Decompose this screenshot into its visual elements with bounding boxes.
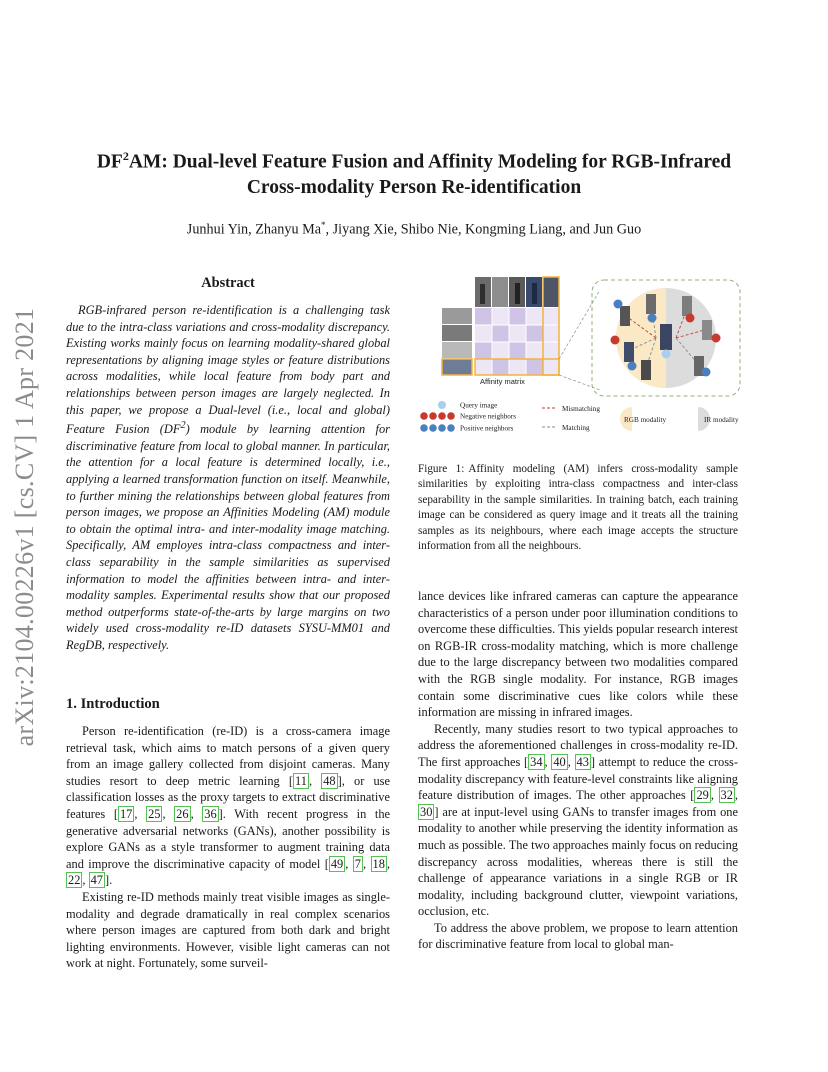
authors-pre: Junhui Yin, Zhanyu Ma: [186, 221, 322, 238]
legend-query: Query image: [460, 401, 498, 410]
author-list: [60, 220, 768, 239]
intro-paragraph-2: Existing re-ID methods mainly treat visible images as single-modality and degrade dramatically in real complex scenarios where person images are captured from both dark and bright lighting environments. However, visible light cameras can not work at night. Fortunately, some surveil-: [66, 889, 390, 971]
citation-link[interactable]: 47: [90, 873, 103, 888]
citation-link[interactable]: 17: [119, 806, 133, 821]
caption-label: Figure 1:: [418, 463, 465, 475]
left-image-column: [442, 308, 472, 375]
citation-link[interactable]: 40: [553, 754, 566, 769]
citation-link[interactable]: 36: [204, 806, 217, 821]
text-run: ]. With recent progress in the generative adversarial networks (GANs), another possibility is explore GANs as a style transformer to augment training data and improve the discriminative capacity of model [: [66, 806, 391, 871]
citation-link[interactable]: 32: [720, 788, 733, 803]
affinity-matrix-label: Affinity matrix: [480, 377, 525, 386]
text-run: ,: [734, 788, 739, 803]
abstract-body: [66, 302, 390, 654]
legend-negative: Negative neighbors: [460, 412, 517, 421]
citation-link[interactable]: 34: [530, 754, 543, 769]
text-run: ,: [308, 773, 322, 788]
text-run: ] are at input-level using GANs to transfer images from one modality to another while preserving the identity information as much as possible. The two approaches mainly focus on reducing discrepancy across modalities, whereas there is still the challenge of appearance variations in a single RGB or IR modality, including background clutter, viewpoint variations, occlusion, etc.: [418, 804, 738, 919]
abstract-text-2: ) module by learning attention for discriminative feature from local to global manner. In particular, the attention for a local feature is determined locally, i.e., applying a learned transformation function on itself. Meanwhile, to further mining the relationships between global features from person images, we propose an Affinities Modeling (AM) module to obtain the optimal intra- and inter-modality image matching. Specifically, AM employes intra-class compactness and inter-class separability in the sample similarities as supervised information to model the affinities between intra- and inter-modality samples. Experimental results show that our proposed method outperforms state-of-the-arts by large margins on two widely used cross-modality re-ID datasets SYSU-MM01 and RegDB, respectively.: [66, 422, 390, 652]
citation-link[interactable]: 49: [330, 856, 344, 871]
legend-rgb: RGB modality: [624, 416, 667, 424]
authors-post: , Jiyang Xie, Shibo Nie, Kongming Liang, and Jun Guo: [325, 221, 642, 238]
text-run: ,: [362, 856, 371, 871]
citation-link[interactable]: 30: [420, 804, 433, 819]
text-run: ].: [104, 873, 113, 888]
right-column-body: [418, 588, 738, 953]
text-run: ] attempt to reduce the cross-modality discrepancy with feature-level constraints like aligning feature distribution of images. The other approaches [: [418, 754, 739, 803]
title-line2: Cross-modality Person Re-identification: [246, 176, 582, 198]
right-paragraph-3: To address the above problem, we propose to learn attention for discriminative feature from local to global man-: [418, 920, 738, 952]
citation-link[interactable]: 22: [68, 873, 81, 888]
text-run: ,: [710, 788, 719, 803]
citation-link[interactable]: 26: [176, 806, 189, 821]
arxiv-identifier: arXiv:2104.00226v1 [cs.CV] 1 Apr 2021: [10, 307, 39, 747]
text-run: ,: [544, 754, 552, 769]
intro-paragraph-1: [66, 723, 390, 889]
intro-heading: 1. Introduction: [66, 696, 160, 712]
title-prefix: DF: [96, 151, 123, 173]
text-run: Recently, many studies resort to two typical approaches to address the aforementioned challenges in cross-modality re-ID. The first approaches [: [418, 721, 738, 769]
text-run: ,: [162, 806, 175, 821]
text-run: ,: [190, 806, 203, 821]
title-superscript: 2: [122, 149, 129, 163]
right-paragraph-2: [418, 721, 738, 920]
legend-positive: Positive neighbors: [460, 424, 514, 433]
citation-link[interactable]: 7: [354, 856, 361, 871]
citation-link[interactable]: 48: [323, 773, 336, 788]
title-line1: AM: Dual-level Feature Fusion and Affinity Modeling for RGB-Infrared: [128, 151, 732, 173]
citation-link[interactable]: 25: [148, 806, 161, 821]
abstract-paragraph: [66, 302, 390, 654]
top-image-strip: [475, 277, 559, 307]
figure-1-affinity-diagram: [420, 272, 750, 442]
text-run: Person re-identification (re-ID) is a cross-camera image retrieval task, which aims to match persons of a given query from an image gallery collected from disjoint cameras. Many studies resort to deep metric learning [: [66, 724, 390, 788]
abstract-heading: Abstract: [201, 275, 255, 291]
abstract-text-1: RGB-infrared person re-identification is a challenging task due to the intra-class variations and cross-modality discrepancy. Existing works mainly focus on learning modality-shared global representations by aligning image styles or feature distributions across modalities, while local feature from body part and relationships between person images are largely neglected. In this paper, we propose a Dual-level (i.e., local and global) Feature Fusion (DF: [66, 303, 390, 437]
corresponding-mark: *: [321, 220, 326, 230]
text-run: ,: [345, 856, 353, 871]
text-run: ,: [386, 856, 390, 871]
citation-link[interactable]: 43: [576, 754, 589, 769]
paper-title: [60, 144, 768, 200]
text-run: ,: [134, 806, 147, 821]
neighbour-zoom-panel: [592, 280, 740, 396]
text-run: ,: [567, 754, 575, 769]
intro-body: [66, 723, 390, 972]
legend-ir: IR modality: [704, 416, 739, 424]
figure-legend: [420, 401, 739, 433]
text-run: ,: [82, 873, 89, 888]
citation-link[interactable]: 11: [295, 773, 307, 788]
text-run: ], or use classification losses as the proxy targets to extract discriminative features [: [66, 773, 390, 821]
figure-1-caption: [418, 462, 738, 554]
right-paragraph-1: lance devices like infrared cameras can capture the appearance characteristics of a person under poor illumination conditions to overcome these difficulties. This yields popular research interest on RGB-IR cross-modality matching, which is more challenge due to the large discrepancy between two modalities compared with the RGB single modality. For instance, RGB images contain some discriminative cues like colors while these information are missing in infrared images.: [418, 589, 738, 720]
citation-link[interactable]: 18: [372, 856, 385, 871]
citation-link[interactable]: 29: [696, 788, 709, 803]
legend-matching: Matching: [562, 424, 590, 432]
caption-text: Affinity modeling (AM) infers cross-modality sample similarities by exploiting intra-class compactness and inter-class separability in the sample similarities. In training batch, each training image can be considered as query image and it treats all the training samples as its neighbours, where each image accepts the structure information from all the neighbours.: [418, 463, 738, 553]
legend-mismatching: Mismatching: [562, 405, 600, 413]
abstract-superscript: 2: [180, 420, 186, 432]
